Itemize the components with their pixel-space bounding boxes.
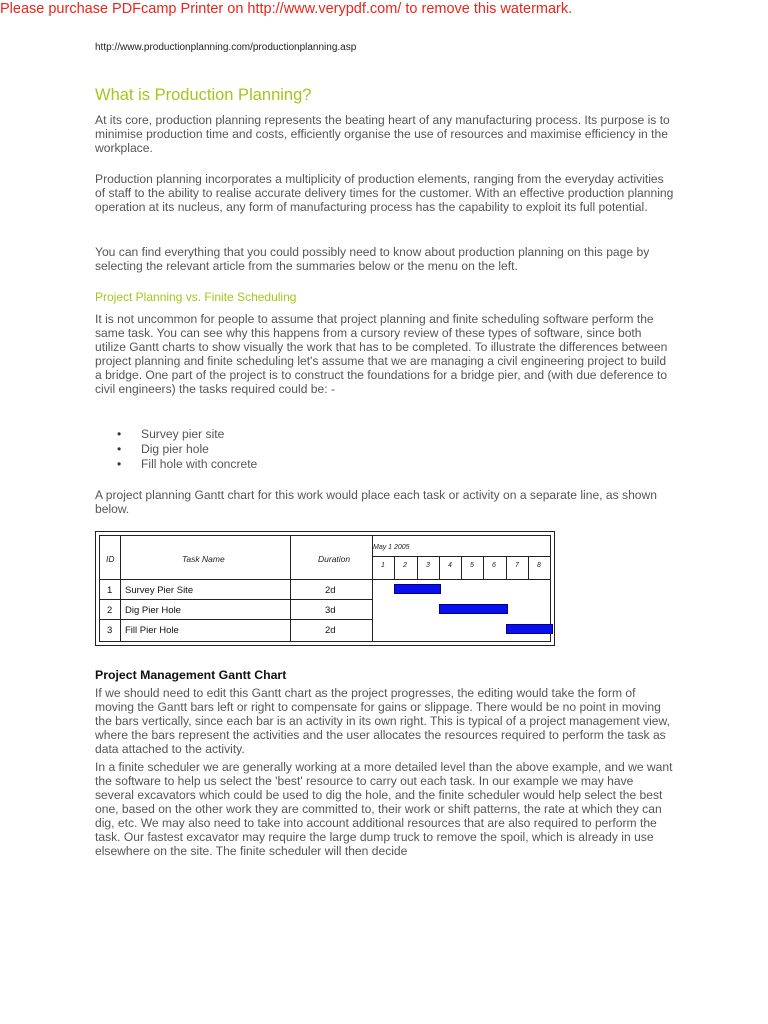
list-item: • Survey pier site [117, 427, 225, 441]
gantt-row-3-name: Fill Pier Hole [125, 625, 179, 636]
bullet-icon: • [117, 442, 122, 456]
source-url: http://www.productionplanning.com/productionplanning.asp [95, 42, 357, 53]
gantt-row-2-name: Dig Pier Hole [125, 605, 181, 616]
page-title: What is Production Planning? [95, 86, 312, 104]
gantt-row-3-duration: 2d [325, 625, 336, 636]
gantt-grid-line [120, 536, 121, 641]
gantt-table [99, 535, 551, 642]
gantt-day-label: 8 [537, 562, 541, 569]
list-item: • Dig pier hole [117, 442, 209, 456]
paragraph-intro: At its core, production planning represents the beating heart of any manufacturing process. Its purpose is to minimise production time and costs, efficiently organise the use of resources and maximise efficiency in the workplace. [95, 113, 670, 155]
gantt-day-label: 7 [515, 562, 519, 569]
gantt-day-label: 1 [381, 562, 385, 569]
gantt-grid-line [100, 579, 550, 580]
bullet-icon: • [117, 457, 122, 471]
gantt-chart [95, 531, 555, 646]
gantt-day-label: 5 [470, 562, 474, 569]
gantt-header-date: May 1 2005 [373, 544, 410, 551]
gantt-bar [394, 584, 441, 594]
paragraph-finite-scheduler: In a finite scheduler we are generally working at a more detailed level than the above example, and we want the software to help us select the 'best' resource to carry out each task. In our example we may have several excavators which could be used to dig the hole, and the finite scheduler would help select the best one, based on the other work they are committed to, their work or shift patterns, the rate at which they can dig, etc. We may also need to take into account additional resources that are also required to perform the task. Our fastest excavator may require the large dump truck to remove the spoil, which is already in use elsewhere on the site. The finite scheduler will then decide [95, 760, 673, 858]
gantt-row-1-name: Survey Pier Site [125, 585, 194, 596]
paragraph-comparison: It is not uncommon for people to assume that project planning and finite scheduling software perform the same task. You can see why this happens from a cursory review of these types of software, since both utilize Gantt charts to show visually the work that has to be completed. To illustrate the differences between project planning and finite scheduling let's assume that we are managing a civil engineering project to build a bridge. One part of the project is to construct the foundations for a bridge pier, and (with due deference to civil engineers) the tasks required could be: - [95, 312, 668, 396]
gantt-bar [439, 604, 508, 614]
gantt-grid-line [100, 619, 372, 620]
section-title-pm-gantt: Project Management Gantt Chart [95, 668, 287, 682]
gantt-day-label: 6 [492, 562, 496, 569]
gantt-bar [506, 624, 553, 634]
gantt-header-id: ID [106, 554, 115, 564]
paragraph-elements: Production planning incorporates a multiplicity of production elements, ranging from the everyday activities of staff to the ability to realise accurate delivery times for the customer. With an effective production planning operation at its nucleus, any form of manufacturing process has the capability to exploit its full potential. [95, 172, 674, 214]
task-bullet-list [117, 427, 257, 472]
watermark-text: Please purchase PDFcamp Printer on http://www.verypdf.com/ to remove this watermark. [0, 1, 573, 17]
gantt-row-1-duration: 2d [325, 585, 336, 596]
bullet-icon: • [117, 427, 122, 441]
gantt-grid-line [100, 599, 372, 600]
paragraph-find: You can find everything that you could possibly need to know about production planning on this page by selecting the relevant article from the summaries below or the menu on the left. [95, 245, 650, 273]
gantt-day-label: 4 [448, 562, 452, 569]
gantt-header-task-name: Task Name [182, 554, 225, 564]
subheading-project-vs-finite: Project Planning vs. Finite Scheduling [95, 290, 297, 304]
gantt-row-1-id: 1 [107, 585, 113, 596]
gantt-day-label: 2 [403, 562, 407, 569]
gantt-header-duration: Duration [318, 554, 351, 564]
gantt-row-2-id: 2 [107, 605, 113, 616]
gantt-day-label: 3 [426, 562, 430, 569]
gantt-grid-line [372, 536, 373, 641]
paragraph-gantt-intro: A project planning Gantt chart for this work would place each task or activity on a separate line, as shown below. [95, 488, 657, 516]
paragraph-editing: If we should need to edit this Gantt chart as the project progresses, the editing would take the form of moving the Gantt bars left or right to compensate for gains or slippage. There would be no point in moving the bars vertically, since each bar is an activity in its own right. This is typical of a project management view, where the bars represent the activities and the user allocates the resources required to perform the task as data attached to the activity. [95, 686, 670, 756]
list-item: • Fill hole with concrete [117, 457, 258, 471]
gantt-row-3-id: 3 [107, 625, 113, 636]
gantt-row-2-duration: 3d [325, 605, 336, 616]
gantt-grid-line [290, 536, 291, 641]
